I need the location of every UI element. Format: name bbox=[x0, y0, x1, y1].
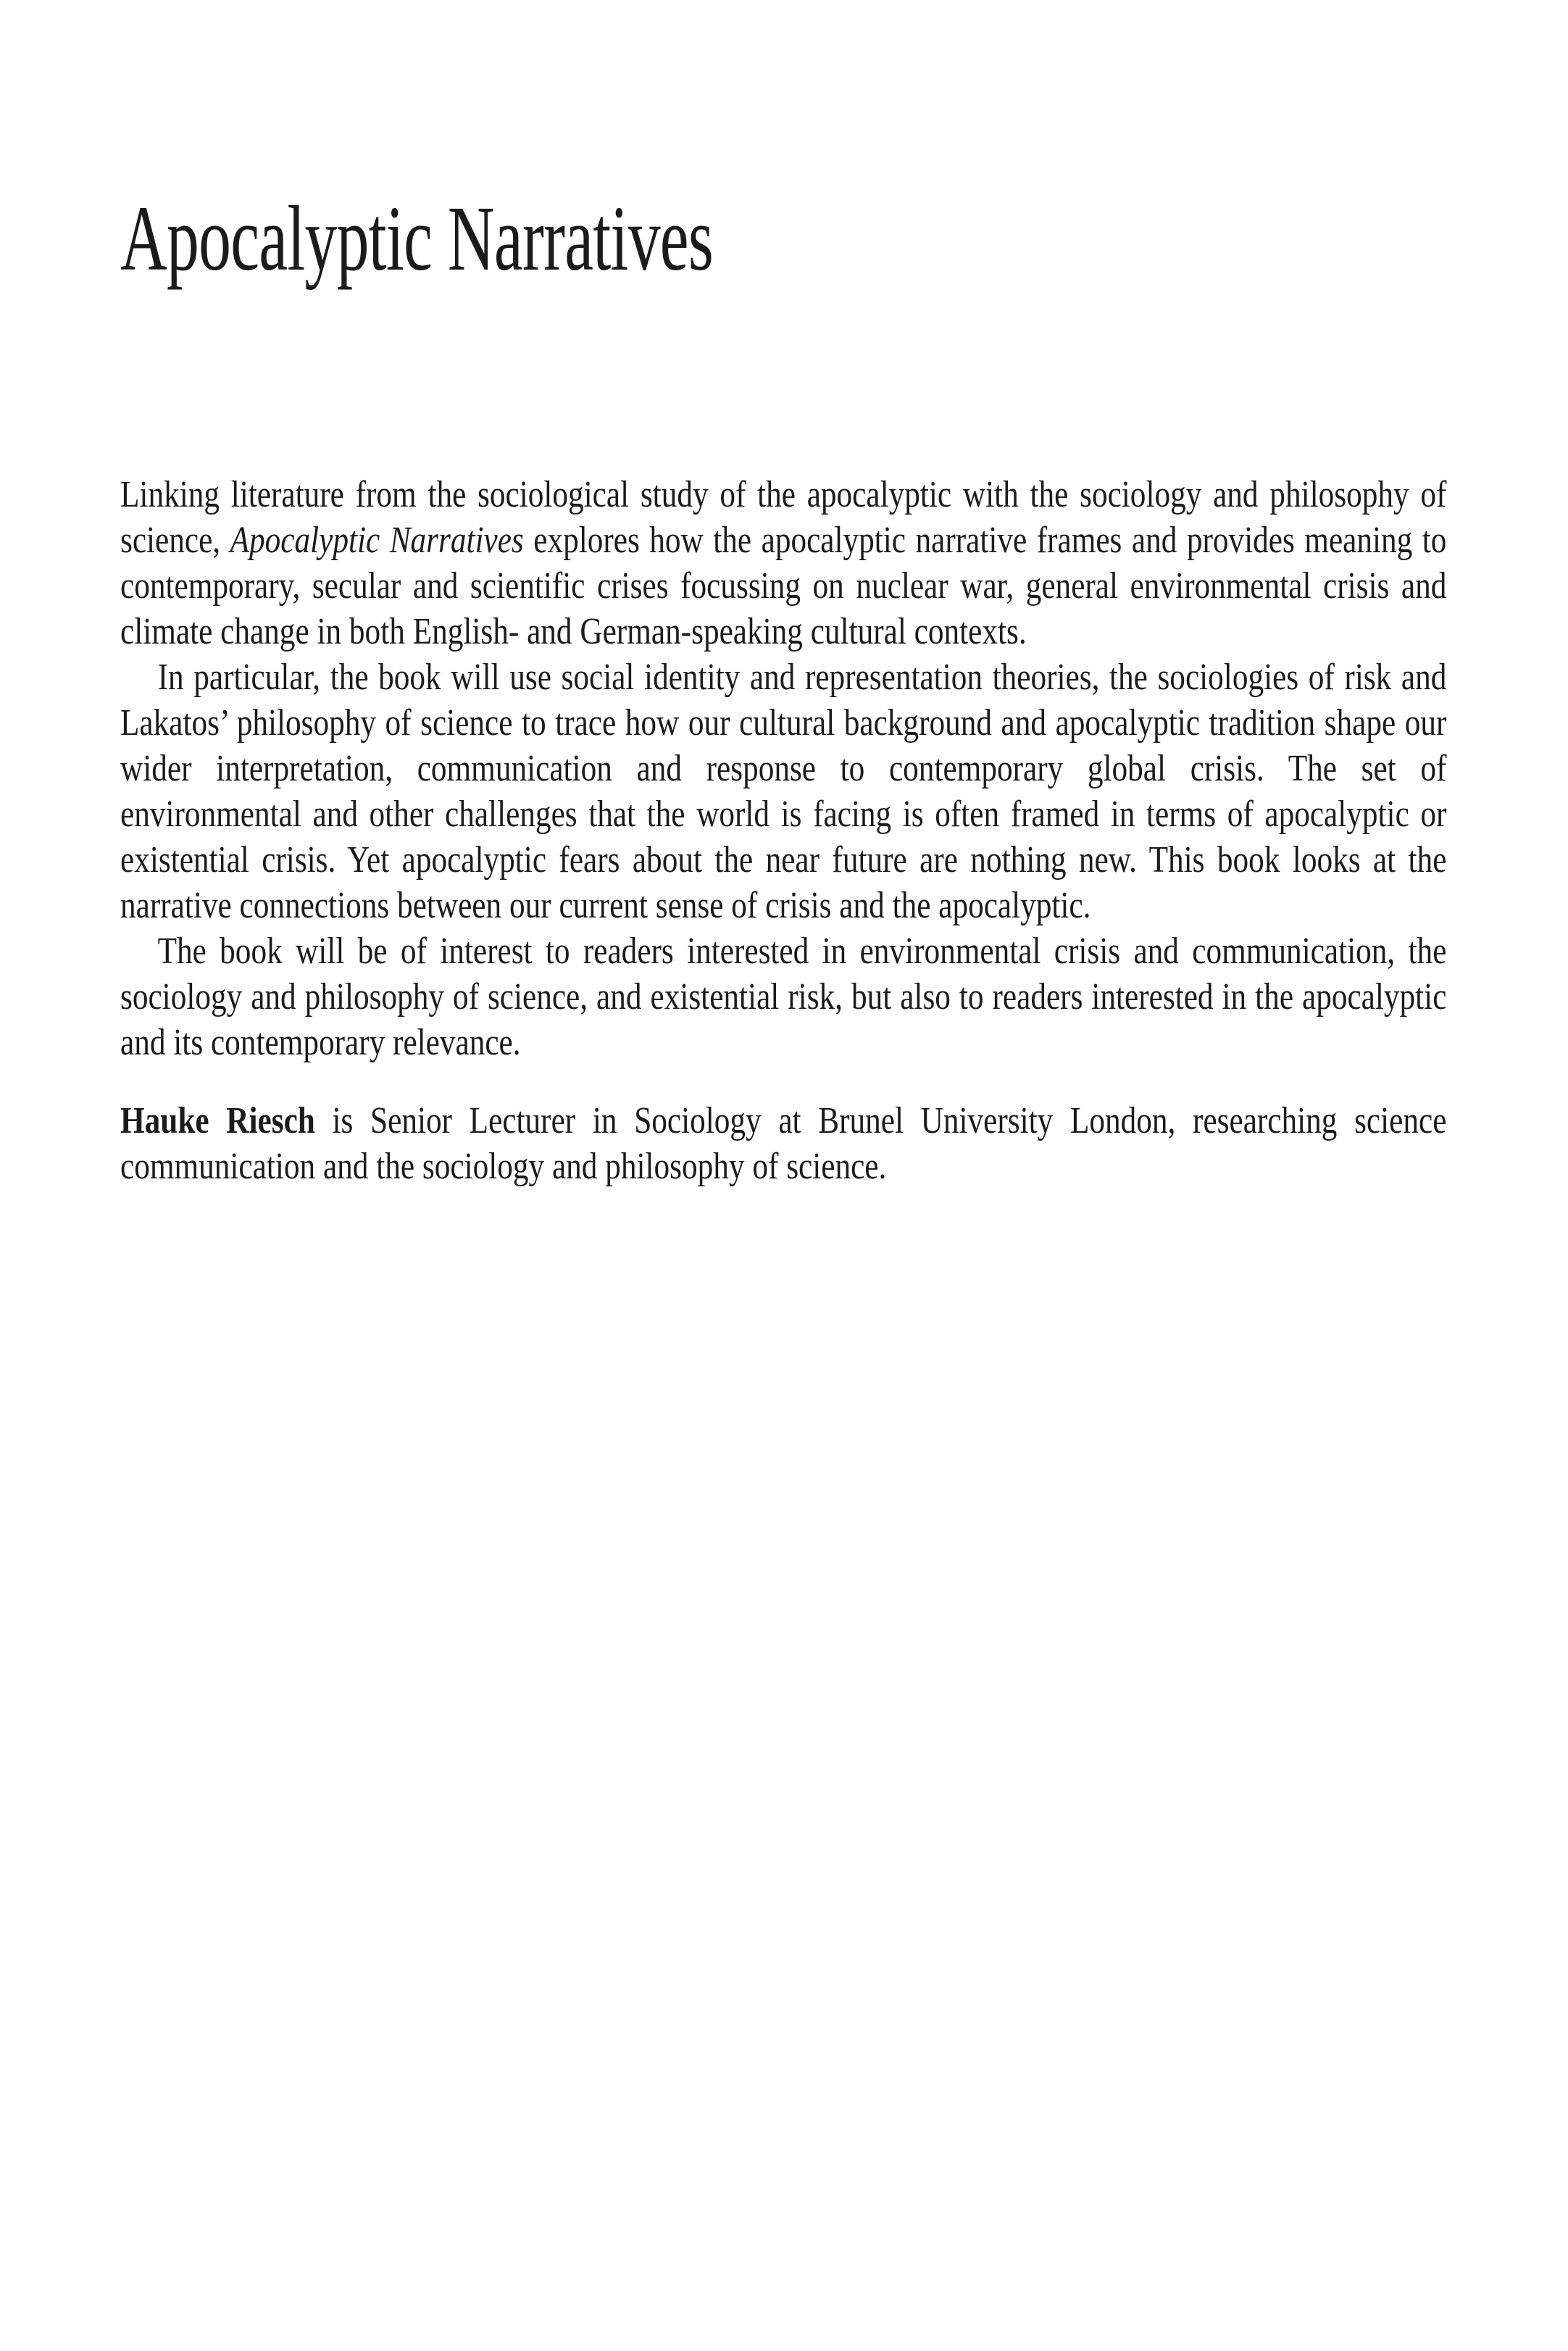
book-title: Apocalyptic Narratives bbox=[120, 187, 714, 290]
paragraph-approach: In particular, the book will use social identity and representation theories, the sociologies of risk and Lakatos’ philosophy of science to trace how our cultural background and apocalyptic tradition shape our wider interpretation, communication and response to contemporary global crisis. The set of environmental and other challenges that the world is facing is often framed in terms of apocalyptic or existential crisis. Yet apocalyptic fears about the near future are nothing new. This book looks at the narrative connections between our current sense of crisis and the apocalyptic. bbox=[120, 657, 1447, 926]
synopsis-text-lead: Linking literature from the sociological study of the apocalyptic with the sociology and philosophy of science, bbox=[120, 474, 1447, 561]
paragraph-author-bio bbox=[120, 1098, 1446, 1189]
synopsis-text-tail: explores how the apocalyptic narrative frames and provides meaning to contemporary, secular and scientific crises focussing on nuclear war, general environmental crisis and climate change in both English- and German-speaking cultural contexts. bbox=[120, 520, 1447, 652]
paragraph-audience: The book will be of interest to readers interested in environmental crisis and communication, the sociology and philosophy of science, and existential risk, but also to readers interested in the apocalyptic and its contemporary relevance. bbox=[120, 931, 1447, 1063]
paragraph-synopsis bbox=[120, 472, 1446, 654]
book-title-italic-mention: Apocalyptic Narratives bbox=[230, 520, 524, 561]
book-description bbox=[120, 472, 1446, 1189]
author-name: Hauke Riesch bbox=[120, 1100, 315, 1141]
author-bio-text: is Senior Lecturer in Sociology at Brunel University London, researching science communication and the sociology and philosophy of science. bbox=[120, 1100, 1447, 1187]
